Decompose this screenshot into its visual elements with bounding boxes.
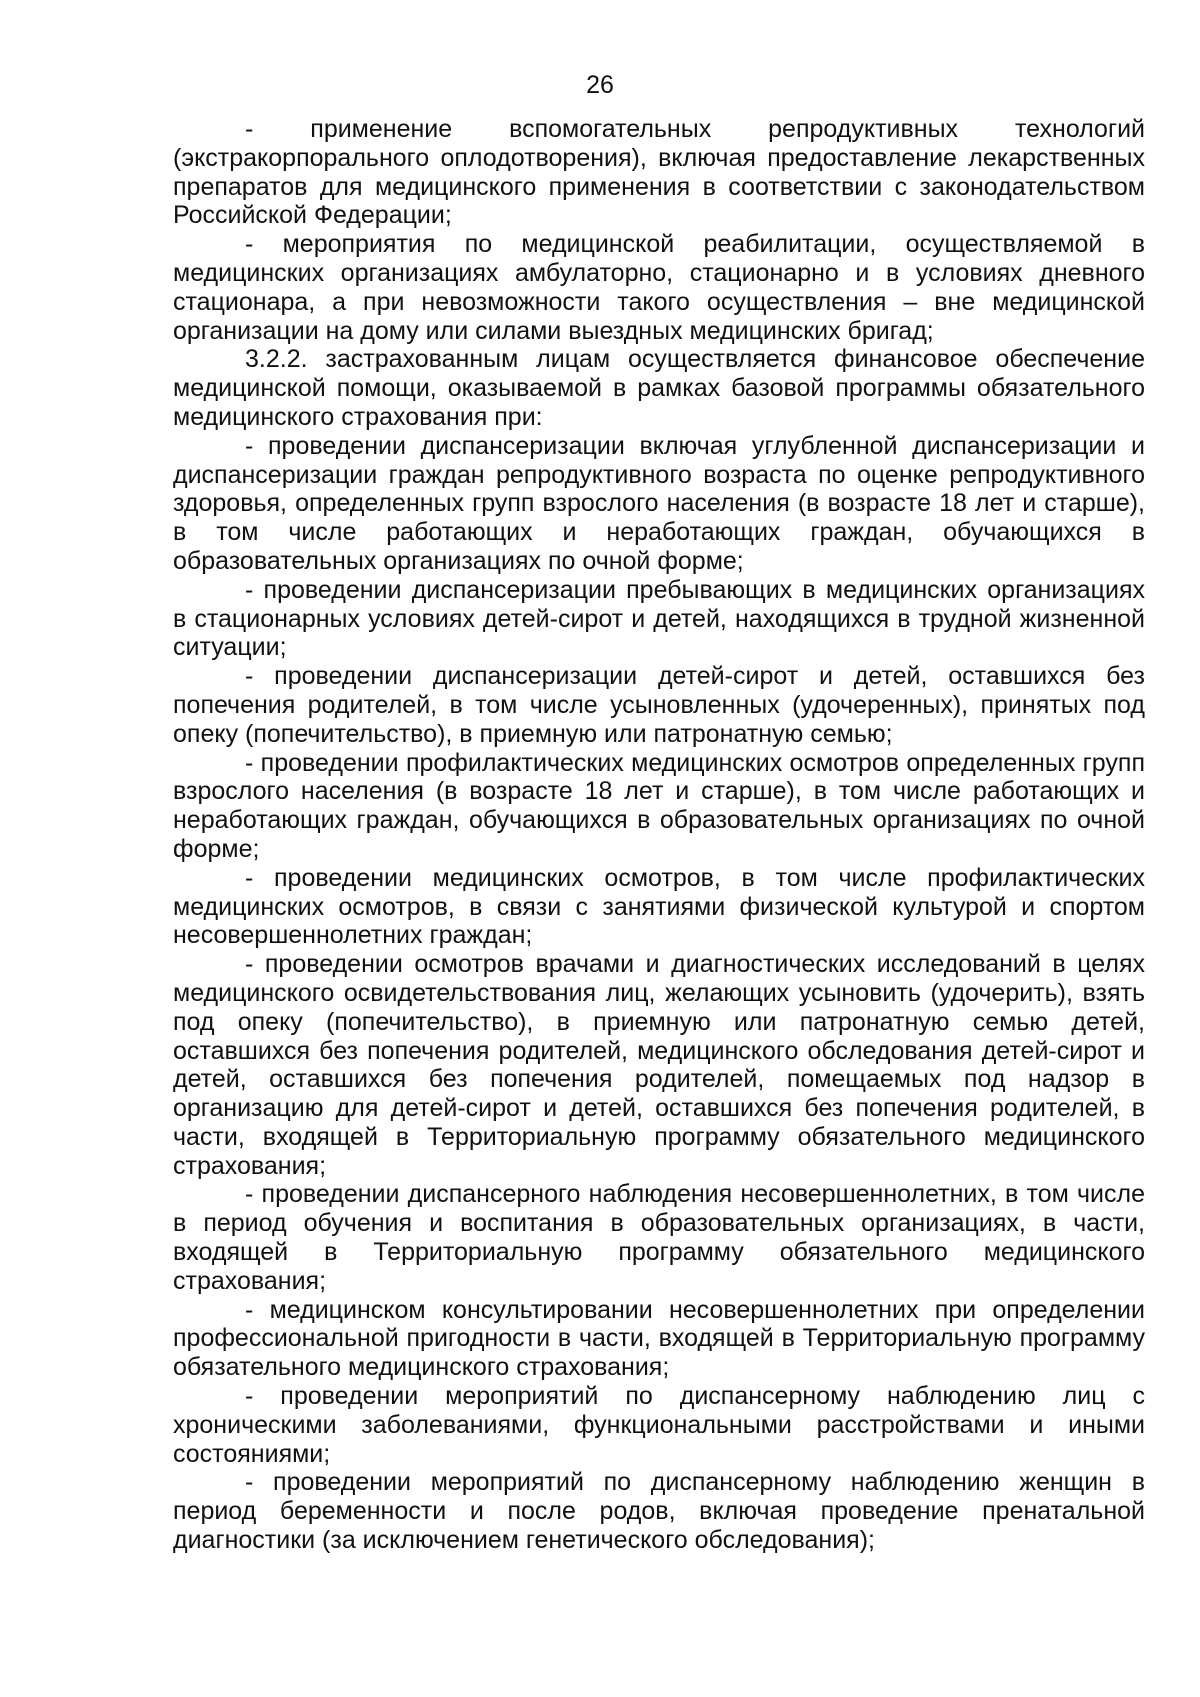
- paragraph-inpatient-orphans-dispensarization: - проведении диспансеризации пребывающих в медицинских организациях в стационарных условиях детей-сирот и детей, находящихся в трудной жизненной ситуации;: [173, 575, 1145, 662]
- paragraph-orphans-dispensarization: - проведении диспансеризации детей-сирот и детей, оставшихся без попечения родителей, в том числе усыновленных (удочеренных), принятых под опеку (попечительство), в приемную или патронатную семью;: [173, 662, 1145, 748]
- paragraph-section-3-2-2: 3.2.2. застрахованным лицам осуществляется финансовое обеспечение медицинской помощи, оказываемой в рамках базовой программы обязательного медицинского страхования при:: [173, 345, 1145, 431]
- page-number: 26: [586, 71, 614, 99]
- paragraph-preventive-exams: - проведении профилактических медицинских осмотров определенных групп взрослого населения (в возрасте 18 лет и старше), в том числе работающих и неработающих граждан, обучающихся в образовательных организациях по очной форме;: [173, 748, 1145, 863]
- paragraph-sports-exams: - проведении медицинских осмотров, в том числе профилактических медицинских осмотров, в связи с занятиями физической культурой и спортом несовершеннолетних граждан;: [173, 863, 1145, 950]
- paragraph-pregnancy-observation: - проведении мероприятий по диспансерному наблюдению женщин в период беременности и после родов, включая проведение пренатальной диагностики (за исключением генетического обследования);: [173, 1468, 1145, 1555]
- paragraph-rehabilitation: - мероприятия по медицинской реабилитации, осуществляемой в медицинских организациях амбулаторно, стационарно и в условиях дневного стационара, а при невозможности такого осуществления – вне медицинской организации на дому или силами выездных медицинских бригад;: [173, 230, 1145, 345]
- paragraph-adult-dispensarization: - проведении диспансеризации включая углубленной диспансеризации и диспансеризации граждан репродуктивного возраста по оценке репродуктивного здоровья, определенных групп взрослого населения (в возрасте 18 лет и старше), в том числе работающих и неработающих граждан, обучающихся в образовательных организациях по очной форме;: [173, 431, 1145, 575]
- document-body: [173, 115, 1145, 1555]
- paragraph-minors-observation: - проведении диспансерного наблюдения несовершеннолетних, в том числе в период обучения и воспитания в образовательных организациях, в части, входящей в Территориальную программу обязательного медицинского страхования;: [173, 1180, 1145, 1295]
- paragraph-chronic-observation: - проведении мероприятий по диспансерному наблюдению лиц с хроническими заболеваниями, функциональными расстройствами и иными состояниями;: [173, 1382, 1145, 1468]
- paragraph-art-technologies: - применение вспомогательных репродуктивных технологий (экстракорпорального оплодотворения), включая предоставление лекарственных препаратов для медицинского применения в соответствии с законодательством Российской Федерации;: [173, 115, 1145, 230]
- paragraph-career-consulting: - медицинском консультировании несовершеннолетних при определении профессиональной пригодности в части, входящей в Территориальную программу обязательного медицинского страхования;: [173, 1295, 1145, 1382]
- paragraph-adoption-exams: - проведении осмотров врачами и диагностических исследований в целях медицинского освидетельствования лиц, желающих усыновить (удочерить), взять под опеку (попечительство), в приемную или патронатную семью детей, оставшихся без попечения родителей, медицинского обследования детей-сирот и детей, оставшихся без попечения родителей, помещаемых под надзор в организацию для детей-сирот и детей, оставшихся без попечения родителей, в части, входящей в Территориальную программу обязательного медицинского страхования;: [173, 950, 1145, 1180]
